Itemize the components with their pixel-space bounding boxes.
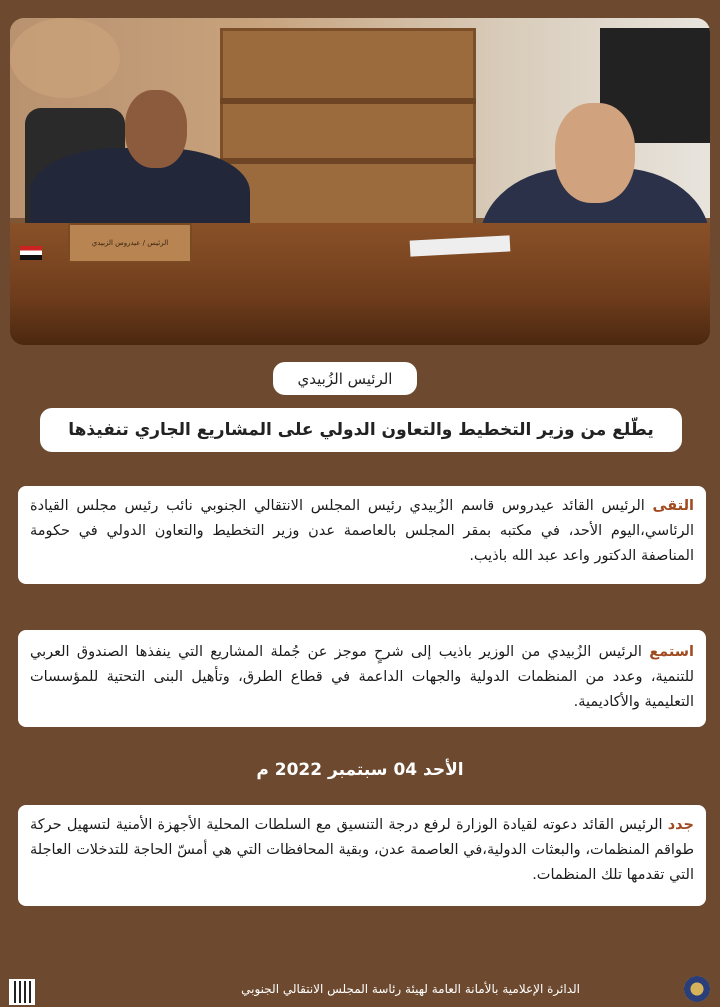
qr-code-icon — [9, 979, 35, 1005]
paragraph-lead: جدد — [667, 817, 694, 833]
headline: يطّلع من وزير التخطيط والتعاون الدولي على المشاريع الجاري تنفيذها — [40, 408, 682, 452]
paragraph-coordination — [18, 805, 706, 906]
council-emblem — [10, 18, 120, 98]
paragraph-lead: استمع — [649, 644, 694, 660]
shelf-divider — [220, 158, 476, 164]
paragraph-text: الرئيس الزُبيدي من الوزير باذيب إلى شرحٍ موجز عن جُملة المشاريع التي ينفذها الصندوق العربي للتنمية، وعدد من المنظمات الدولية والجهات الداعمة في قطاع الطرق، وتأهيل البنى التحتية للمؤسسات التعليمية والأكاديمية. — [30, 644, 694, 710]
nameplate: الرئيس / عيدروس الزبيدي — [68, 223, 192, 263]
meeting-photo — [10, 18, 710, 345]
paragraph-meeting — [18, 486, 706, 584]
date-label: الأحد 04 سبتمبر 2022 م — [256, 760, 464, 780]
council-seal-icon — [684, 976, 710, 1002]
paragraph-lead: التقى — [652, 498, 694, 514]
shelf-divider — [220, 98, 476, 104]
minister-head — [555, 103, 635, 203]
paragraph-text: الرئيس القائد دعوته لقيادة الوزارة لرفع درجة التنسيق مع السلطات المحلية الأجهزة الأمنية لتسهيل حركة طواقم المنظمات، والبعثات الدولية،في العاصمة عدن، وبقية المحافظات التي هي أمسّ الحاجة للتدخلات العاجلة التي تقدمها تلك المنظمات. — [30, 817, 694, 883]
title-tag: الرئيس الزُبيدي — [273, 362, 417, 395]
flag-icon — [20, 246, 42, 260]
paragraph-text: الرئيس القائد عيدروس قاسم الزُبيدي رئيس المجلس الانتقالي الجنوبي نائب رئيس مجلس القيادة الرئاسي،اليوم الأحد، في مكتبه بمقر المجلس بالعاصمة عدن وزير التخطيط والتعاون الدولي في حكومة المناصفة الدكتور واعد عبد الله باذيب. — [30, 498, 694, 564]
paragraph-briefing — [18, 630, 706, 727]
president-head — [125, 90, 187, 168]
bookshelf — [220, 28, 476, 234]
footer-credit: الدائرة الإعلامية بالأمانة العامة لهيئة رئاسة المجلس الانتقالي الجنوبي — [241, 982, 580, 996]
